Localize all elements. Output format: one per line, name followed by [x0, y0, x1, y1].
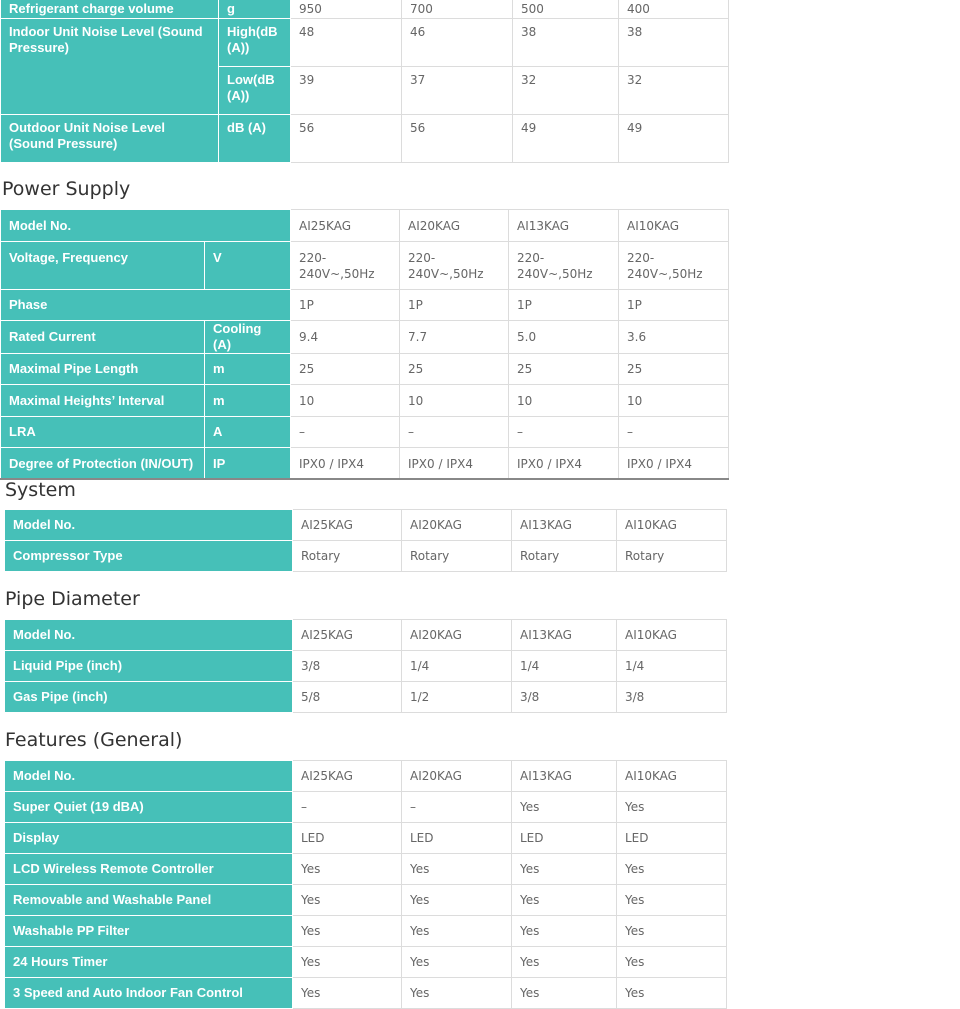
table-cell: Rotary — [402, 541, 512, 572]
row-label: Washable PP Filter — [5, 916, 293, 947]
row-label: Outdoor Unit Noise Level (Sound Pressure) — [1, 115, 219, 163]
table-cell: 10 — [291, 385, 400, 417]
row-unit: Low(dB (A)) — [219, 67, 291, 115]
table-row — [1, 354, 729, 385]
row-label: Rated Current — [1, 321, 205, 354]
table-row — [5, 792, 727, 823]
table-cell: 1/4 — [617, 651, 727, 682]
table-cell: Yes — [293, 947, 402, 978]
table-cell: – — [619, 417, 729, 448]
table-row — [5, 682, 727, 713]
table-cell: Yes — [402, 947, 512, 978]
table-row — [5, 947, 727, 978]
table-cell: 25 — [509, 354, 619, 385]
table-cell: – — [402, 792, 512, 823]
table-cell: 1/4 — [512, 651, 617, 682]
table-cell: 9.4 — [291, 321, 400, 354]
table-row — [5, 885, 727, 916]
table-cell: IPX0 / IPX4 — [291, 448, 400, 480]
table-cell: 25 — [400, 354, 509, 385]
table-cell: AI10KAG — [617, 761, 727, 792]
row-label: Degree of Protection (IN/OUT) — [1, 448, 205, 480]
table-cell: AI20KAG — [402, 620, 512, 651]
table-cell: 3/8 — [293, 651, 402, 682]
table-row — [1, 242, 729, 290]
table-cell: AI13KAG — [512, 510, 617, 541]
table-cell: Yes — [617, 947, 727, 978]
row-label: Model No. — [5, 510, 293, 541]
table-cell: AI13KAG — [509, 210, 619, 242]
row-label: Display — [5, 823, 293, 854]
table-cell: 3/8 — [617, 682, 727, 713]
table-cell: – — [400, 417, 509, 448]
row-unit: V — [205, 242, 291, 290]
section-title-system: System — [5, 479, 76, 501]
section-title-power-supply: Power Supply — [2, 178, 131, 200]
table-cell: 1P — [291, 290, 400, 321]
table-row — [1, 19, 729, 67]
table-cell: AI25KAG — [293, 510, 402, 541]
table-cell: LED — [617, 823, 727, 854]
table-cell: AI20KAG — [400, 210, 509, 242]
table-cell: 10 — [509, 385, 619, 417]
table-cell: Yes — [617, 978, 727, 1009]
table-cell: Rotary — [617, 541, 727, 572]
row-label: 3 Speed and Auto Indoor Fan Control — [5, 978, 293, 1009]
table-cell: Yes — [512, 978, 617, 1009]
table-row — [5, 978, 727, 1009]
row-unit: IP — [205, 448, 291, 480]
row-label: Phase — [1, 290, 291, 321]
table-cell: 1/4 — [402, 651, 512, 682]
row-label: 24 Hours Timer — [5, 947, 293, 978]
table-cell: 1P — [619, 290, 729, 321]
table-cell: 32 — [619, 67, 729, 115]
table-row — [5, 510, 727, 541]
row-label: Super Quiet (19 dBA) — [5, 792, 293, 823]
table-cell: Yes — [617, 792, 727, 823]
table-cell: AI13KAG — [512, 761, 617, 792]
table-cell: Yes — [512, 885, 617, 916]
table-cell: 48 — [291, 19, 402, 67]
table-cell: 32 — [513, 67, 619, 115]
table-cell: 56 — [402, 115, 513, 163]
table-cell: Yes — [512, 947, 617, 978]
table-cell: Yes — [293, 916, 402, 947]
table-cell: 3.6 — [619, 321, 729, 354]
table-cell: 25 — [619, 354, 729, 385]
table-row — [1, 417, 729, 448]
section-title-pipe-diameter: Pipe Diameter — [5, 588, 140, 610]
table-cell: AI25KAG — [293, 761, 402, 792]
table-cell: Yes — [293, 885, 402, 916]
features-table — [4, 760, 727, 1009]
system-table — [4, 509, 727, 572]
table-cell: AI25KAG — [293, 620, 402, 651]
row-label: Model No. — [5, 620, 293, 651]
table-cell: Yes — [402, 854, 512, 885]
row-label: Model No. — [1, 210, 291, 242]
table-cell: 1/2 — [402, 682, 512, 713]
table-row — [1, 0, 729, 19]
table-cell: AI13KAG — [512, 620, 617, 651]
table-cell: LED — [293, 823, 402, 854]
table-row — [1, 210, 729, 242]
table-cell: AI20KAG — [402, 510, 512, 541]
table-cell: Yes — [617, 854, 727, 885]
table-cell: Yes — [617, 885, 727, 916]
row-label: LCD Wireless Remote Controller — [5, 854, 293, 885]
pipe-diameter-table — [4, 619, 727, 713]
row-label: LRA — [1, 417, 205, 448]
table-cell: Yes — [402, 885, 512, 916]
table-cell: LED — [402, 823, 512, 854]
table-cell: AI10KAG — [617, 510, 727, 541]
row-label: Removable and Washable Panel — [5, 885, 293, 916]
table-cell: 38 — [619, 19, 729, 67]
row-unit: m — [205, 354, 291, 385]
table-cell: AI10KAG — [617, 620, 727, 651]
row-label: Refrigerant charge volume — [1, 0, 219, 19]
table-cell: – — [291, 417, 400, 448]
table-cell: – — [509, 417, 619, 448]
row-label: Liquid Pipe (inch) — [5, 651, 293, 682]
table-cell: – — [293, 792, 402, 823]
table-cell: 220-240V~,50Hz — [400, 242, 509, 290]
table-cell: Yes — [512, 854, 617, 885]
row-unit: High(dB (A)) — [219, 19, 291, 67]
row-label: Gas Pipe (inch) — [5, 682, 293, 713]
table-cell: LED — [512, 823, 617, 854]
table-cell: 49 — [513, 115, 619, 163]
table-cell: Yes — [293, 854, 402, 885]
table-cell: 400 — [619, 0, 729, 19]
table-cell: 1P — [400, 290, 509, 321]
table-cell: 7.7 — [400, 321, 509, 354]
table-cell: 38 — [513, 19, 619, 67]
table-cell: Rotary — [293, 541, 402, 572]
table-bottom-border — [0, 478, 729, 480]
table-cell: 220-240V~,50Hz — [509, 242, 619, 290]
table-row — [5, 651, 727, 682]
row-unit: Cooling (A) — [205, 321, 291, 354]
table-row — [5, 823, 727, 854]
table-cell: Yes — [512, 916, 617, 947]
table-cell: 39 — [291, 67, 402, 115]
table-cell: 5/8 — [293, 682, 402, 713]
table-cell: AI20KAG — [402, 761, 512, 792]
table-cell: 10 — [619, 385, 729, 417]
table-row — [1, 448, 729, 480]
table-cell: IPX0 / IPX4 — [509, 448, 619, 480]
row-label: Voltage, Frequency — [1, 242, 205, 290]
row-label: Compressor Type — [5, 541, 293, 572]
table-row — [5, 854, 727, 885]
table-cell: Yes — [512, 792, 617, 823]
section-title-features-general: Features (General) — [5, 729, 183, 751]
table-row — [1, 385, 729, 417]
table-cell: Yes — [402, 978, 512, 1009]
table-cell: 49 — [619, 115, 729, 163]
table-cell: 3/8 — [512, 682, 617, 713]
table-cell: 25 — [291, 354, 400, 385]
table-cell: 700 — [402, 0, 513, 19]
table-row — [5, 541, 727, 572]
table-cell: Rotary — [512, 541, 617, 572]
table-row — [5, 620, 727, 651]
row-unit: A — [205, 417, 291, 448]
table-row — [1, 321, 729, 354]
row-unit: m — [205, 385, 291, 417]
table-cell: 46 — [402, 19, 513, 67]
table-cell: 37 — [402, 67, 513, 115]
table-cell: 500 — [513, 0, 619, 19]
table-cell: Yes — [293, 978, 402, 1009]
row-unit: g — [219, 0, 291, 19]
table-cell: 56 — [291, 115, 402, 163]
table-cell: Yes — [402, 916, 512, 947]
table-cell: 10 — [400, 385, 509, 417]
table-cell: 220-240V~,50Hz — [291, 242, 400, 290]
table-row — [1, 115, 729, 163]
row-label: Maximal Heights’ Interval — [1, 385, 205, 417]
table-cell: 5.0 — [509, 321, 619, 354]
table-row — [1, 290, 729, 321]
table-row — [5, 916, 727, 947]
table-cell: 950 — [291, 0, 402, 19]
row-label: Indoor Unit Noise Level (Sound Pressure) — [1, 19, 219, 115]
table-cell: IPX0 / IPX4 — [400, 448, 509, 480]
power-supply-table — [0, 209, 729, 480]
table-cell: 220-240V~,50Hz — [619, 242, 729, 290]
row-label: Maximal Pipe Length — [1, 354, 205, 385]
noise-spec-table — [0, 0, 729, 163]
table-cell: Yes — [617, 916, 727, 947]
row-label: Model No. — [5, 761, 293, 792]
row-unit: dB (A) — [219, 115, 291, 163]
table-cell: AI25KAG — [291, 210, 400, 242]
table-cell: IPX0 / IPX4 — [619, 448, 729, 480]
table-cell: 1P — [509, 290, 619, 321]
table-cell: AI10KAG — [619, 210, 729, 242]
table-row — [5, 761, 727, 792]
